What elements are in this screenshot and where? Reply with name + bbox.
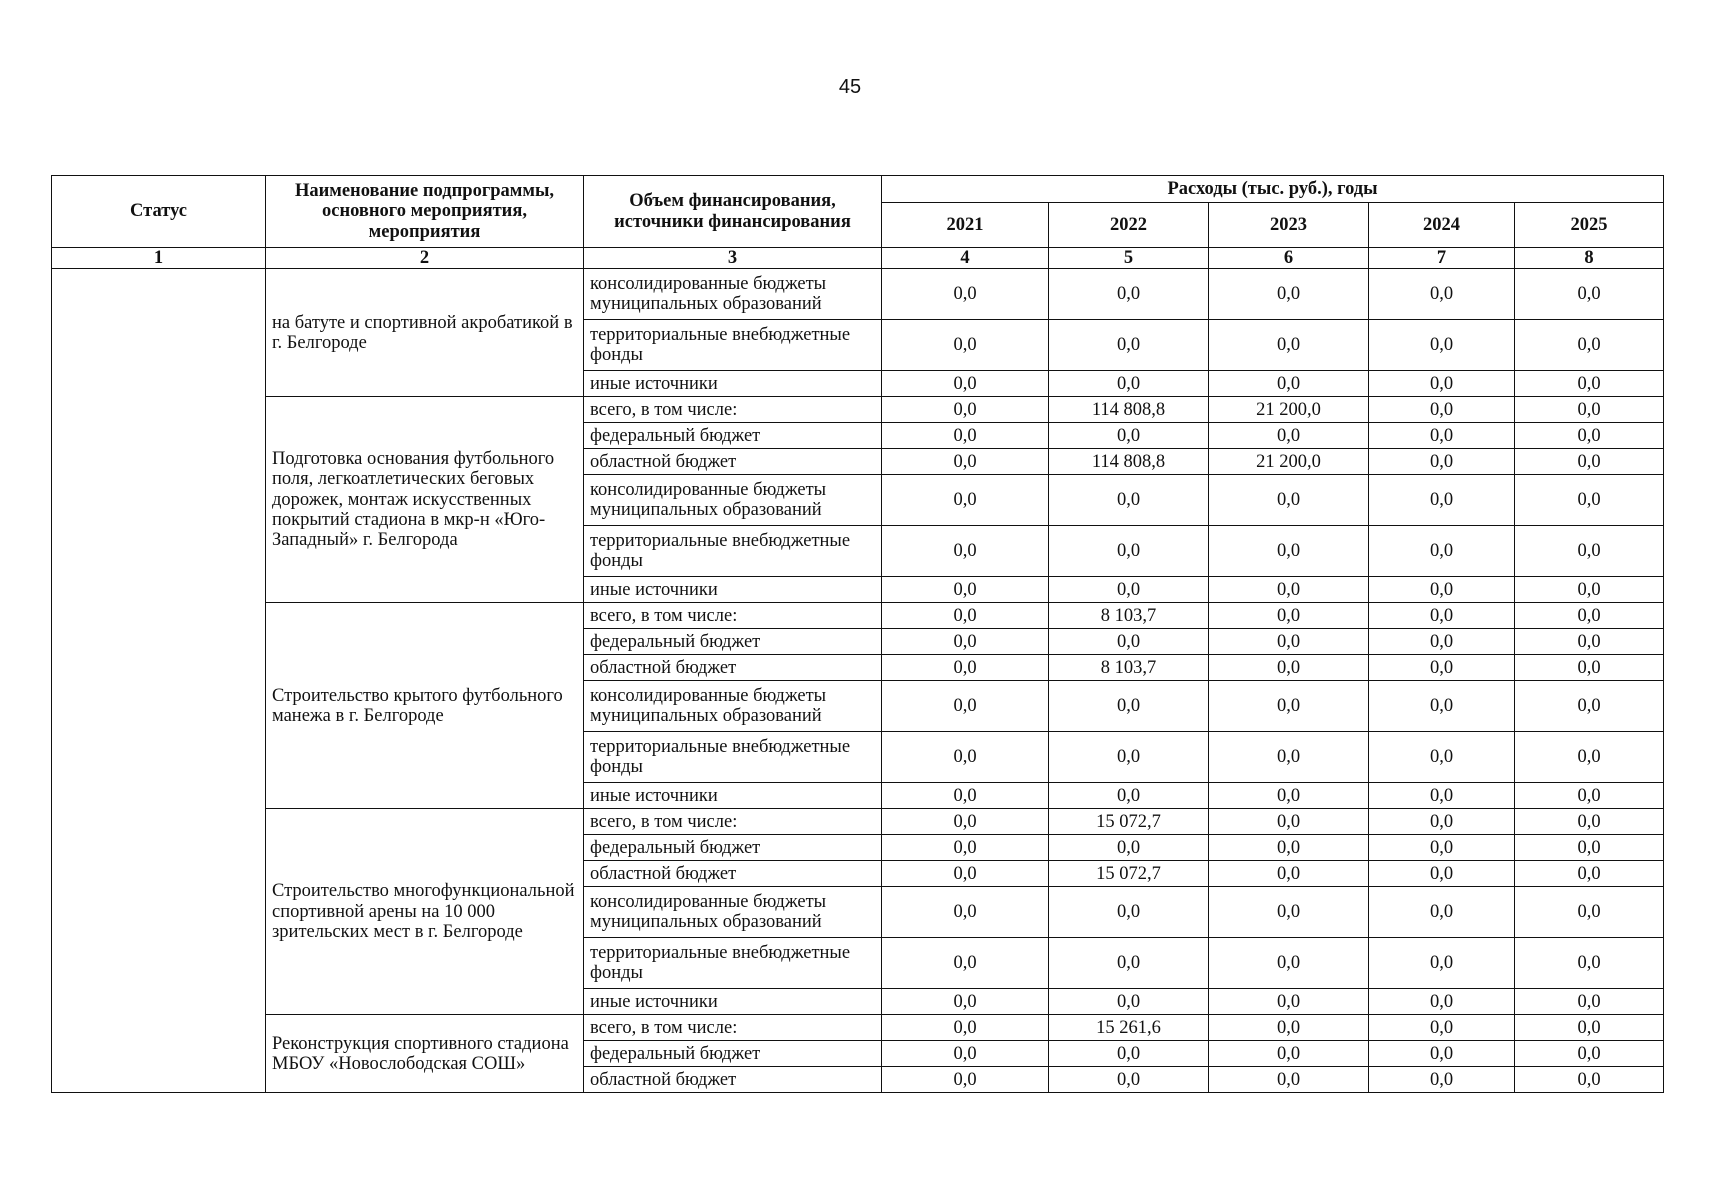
value-cell: 0,0 bbox=[1049, 887, 1209, 938]
value-cell: 0,0 bbox=[1049, 989, 1209, 1015]
value-cell: 0,0 bbox=[1209, 938, 1369, 989]
value-cell: 0,0 bbox=[882, 1041, 1049, 1067]
funding-source: консолидированные бюджеты муниципальных образований bbox=[584, 887, 882, 938]
status-cell bbox=[52, 269, 266, 1093]
value-cell: 114 808,8 bbox=[1049, 397, 1209, 423]
column-number: 8 bbox=[1515, 248, 1664, 269]
value-cell: 0,0 bbox=[1209, 989, 1369, 1015]
value-cell: 0,0 bbox=[1049, 1067, 1209, 1093]
funding-source: всего, в том числе: bbox=[584, 1015, 882, 1041]
value-cell: 0,0 bbox=[1369, 887, 1515, 938]
value-cell: 0,0 bbox=[882, 603, 1049, 629]
header-year: 2025 bbox=[1515, 203, 1664, 248]
value-cell: 0,0 bbox=[1209, 526, 1369, 577]
table-row bbox=[52, 397, 1664, 423]
value-cell: 0,0 bbox=[1369, 809, 1515, 835]
value-cell: 0,0 bbox=[1369, 269, 1515, 320]
table-row bbox=[52, 809, 1664, 835]
value-cell: 0,0 bbox=[1049, 681, 1209, 732]
funding-source: федеральный бюджет bbox=[584, 1041, 882, 1067]
event-name: на батуте и спортивной акробатикой в г. Белгороде bbox=[266, 269, 584, 397]
value-cell: 0,0 bbox=[1369, 603, 1515, 629]
value-cell: 0,0 bbox=[1515, 887, 1664, 938]
value-cell: 0,0 bbox=[1369, 397, 1515, 423]
value-cell: 0,0 bbox=[1209, 629, 1369, 655]
page-number: 45 bbox=[838, 76, 862, 98]
value-cell: 0,0 bbox=[1049, 526, 1209, 577]
header-name: Наименование подпрограммы, основного мероприятия, мероприятия bbox=[266, 176, 584, 248]
value-cell: 21 200,0 bbox=[1209, 449, 1369, 475]
value-cell: 0,0 bbox=[1515, 371, 1664, 397]
funding-source: иные источники bbox=[584, 783, 882, 809]
value-cell: 0,0 bbox=[1515, 603, 1664, 629]
value-cell: 0,0 bbox=[882, 1067, 1049, 1093]
value-cell: 0,0 bbox=[1515, 423, 1664, 449]
value-cell: 0,0 bbox=[1209, 1041, 1369, 1067]
value-cell: 0,0 bbox=[882, 809, 1049, 835]
value-cell: 0,0 bbox=[1209, 603, 1369, 629]
event-name: Подготовка основания футбольного поля, легкоатлетических беговых дорожек, монтаж искусственных покрытий стадиона в мкр-н «Юго-Западный» г. Белгорода bbox=[266, 397, 584, 603]
value-cell: 0,0 bbox=[882, 835, 1049, 861]
column-number: 3 bbox=[584, 248, 882, 269]
value-cell: 0,0 bbox=[882, 475, 1049, 526]
value-cell: 0,0 bbox=[1515, 475, 1664, 526]
value-cell: 0,0 bbox=[1369, 655, 1515, 681]
value-cell: 0,0 bbox=[882, 397, 1049, 423]
value-cell: 0,0 bbox=[882, 732, 1049, 783]
value-cell: 0,0 bbox=[1209, 732, 1369, 783]
value-cell: 0,0 bbox=[1515, 629, 1664, 655]
value-cell: 0,0 bbox=[1369, 861, 1515, 887]
value-cell: 0,0 bbox=[1369, 423, 1515, 449]
value-cell: 0,0 bbox=[1515, 681, 1664, 732]
value-cell: 0,0 bbox=[882, 655, 1049, 681]
value-cell: 0,0 bbox=[1049, 475, 1209, 526]
header-volume: Объем финансирования, источники финансирования bbox=[584, 176, 882, 248]
value-cell: 0,0 bbox=[882, 371, 1049, 397]
funding-source: всего, в том числе: bbox=[584, 809, 882, 835]
value-cell: 0,0 bbox=[1369, 449, 1515, 475]
value-cell: 0,0 bbox=[1515, 938, 1664, 989]
value-cell: 0,0 bbox=[1049, 732, 1209, 783]
value-cell: 0,0 bbox=[1369, 938, 1515, 989]
value-cell: 0,0 bbox=[1369, 1067, 1515, 1093]
value-cell: 0,0 bbox=[882, 783, 1049, 809]
value-cell: 0,0 bbox=[1209, 269, 1369, 320]
funding-source: федеральный бюджет bbox=[584, 835, 882, 861]
value-cell: 0,0 bbox=[1369, 526, 1515, 577]
table-row bbox=[52, 1015, 1664, 1041]
value-cell: 0,0 bbox=[1369, 1041, 1515, 1067]
value-cell: 0,0 bbox=[1515, 783, 1664, 809]
value-cell: 0,0 bbox=[1049, 577, 1209, 603]
value-cell: 0,0 bbox=[882, 449, 1049, 475]
value-cell: 0,0 bbox=[1049, 320, 1209, 371]
funding-source: территориальные внебюджетные фонды bbox=[584, 526, 882, 577]
table-row bbox=[52, 603, 1664, 629]
value-cell: 0,0 bbox=[1515, 989, 1664, 1015]
value-cell: 0,0 bbox=[1049, 371, 1209, 397]
value-cell: 0,0 bbox=[882, 269, 1049, 320]
value-cell: 0,0 bbox=[1209, 423, 1369, 449]
event-name: Строительство крытого футбольного манежа в г. Белгороде bbox=[266, 603, 584, 809]
column-number: 6 bbox=[1209, 248, 1369, 269]
value-cell: 0,0 bbox=[1369, 1015, 1515, 1041]
value-cell: 0,0 bbox=[1209, 861, 1369, 887]
value-cell: 0,0 bbox=[882, 423, 1049, 449]
column-number: 7 bbox=[1369, 248, 1515, 269]
funding-source: всего, в том числе: bbox=[584, 397, 882, 423]
funding-source: областной бюджет bbox=[584, 1067, 882, 1093]
funding-source: территориальные внебюджетные фонды bbox=[584, 938, 882, 989]
value-cell: 0,0 bbox=[1369, 989, 1515, 1015]
value-cell: 0,0 bbox=[882, 577, 1049, 603]
value-cell: 0,0 bbox=[1049, 783, 1209, 809]
column-number: 2 bbox=[266, 248, 584, 269]
header-status: Статус bbox=[52, 176, 266, 248]
value-cell: 0,0 bbox=[882, 681, 1049, 732]
value-cell: 0,0 bbox=[1209, 835, 1369, 861]
value-cell: 0,0 bbox=[1209, 1067, 1369, 1093]
funding-source: иные источники bbox=[584, 577, 882, 603]
funding-source: областной бюджет bbox=[584, 861, 882, 887]
value-cell: 0,0 bbox=[1515, 320, 1664, 371]
column-number: 1 bbox=[52, 248, 266, 269]
value-cell: 0,0 bbox=[1515, 449, 1664, 475]
value-cell: 15 072,7 bbox=[1049, 861, 1209, 887]
value-cell: 0,0 bbox=[1049, 629, 1209, 655]
value-cell: 0,0 bbox=[1369, 475, 1515, 526]
value-cell: 15 072,7 bbox=[1049, 809, 1209, 835]
value-cell: 0,0 bbox=[882, 861, 1049, 887]
column-number: 5 bbox=[1049, 248, 1209, 269]
value-cell: 0,0 bbox=[1369, 371, 1515, 397]
value-cell: 0,0 bbox=[1209, 783, 1369, 809]
funding-source: территориальные внебюджетные фонды bbox=[584, 320, 882, 371]
value-cell: 0,0 bbox=[1209, 320, 1369, 371]
funding-source: консолидированные бюджеты муниципальных образований bbox=[584, 269, 882, 320]
value-cell: 0,0 bbox=[1209, 809, 1369, 835]
value-cell: 0,0 bbox=[1515, 577, 1664, 603]
value-cell: 0,0 bbox=[1369, 783, 1515, 809]
event-name: Строительство многофункциональной спортивной арены на 10 000 зрительских мест в г. Белгороде bbox=[266, 809, 584, 1015]
funding-source: консолидированные бюджеты муниципальных образований bbox=[584, 681, 882, 732]
value-cell: 0,0 bbox=[1515, 526, 1664, 577]
value-cell: 0,0 bbox=[1515, 1015, 1664, 1041]
funding-source: консолидированные бюджеты муниципальных образований bbox=[584, 475, 882, 526]
value-cell: 0,0 bbox=[1369, 835, 1515, 861]
funding-source: федеральный бюджет bbox=[584, 629, 882, 655]
value-cell: 0,0 bbox=[1515, 732, 1664, 783]
funding-source: федеральный бюджет bbox=[584, 423, 882, 449]
value-cell: 0,0 bbox=[1515, 1067, 1664, 1093]
value-cell: 0,0 bbox=[1049, 938, 1209, 989]
funding-source: всего, в том числе: bbox=[584, 603, 882, 629]
value-cell: 0,0 bbox=[1049, 423, 1209, 449]
value-cell: 0,0 bbox=[1515, 809, 1664, 835]
value-cell: 0,0 bbox=[1209, 887, 1369, 938]
value-cell: 0,0 bbox=[1049, 269, 1209, 320]
table-row bbox=[52, 269, 1664, 320]
value-cell: 0,0 bbox=[882, 887, 1049, 938]
funding-source: иные источники bbox=[584, 371, 882, 397]
value-cell: 0,0 bbox=[1049, 1041, 1209, 1067]
header-expenses: Расходы (тыс. руб.), годы bbox=[882, 176, 1664, 203]
value-cell: 0,0 bbox=[1209, 577, 1369, 603]
value-cell: 0,0 bbox=[1209, 1015, 1369, 1041]
funding-source: областной бюджет bbox=[584, 449, 882, 475]
value-cell: 0,0 bbox=[882, 320, 1049, 371]
funding-source: территориальные внебюджетные фонды bbox=[584, 732, 882, 783]
value-cell: 0,0 bbox=[882, 629, 1049, 655]
value-cell: 0,0 bbox=[1209, 681, 1369, 732]
value-cell: 0,0 bbox=[1515, 1041, 1664, 1067]
financing-table bbox=[51, 175, 1664, 1093]
value-cell: 0,0 bbox=[1515, 835, 1664, 861]
value-cell: 0,0 bbox=[1515, 397, 1664, 423]
header-year: 2021 bbox=[882, 203, 1049, 248]
funding-source: иные источники bbox=[584, 989, 882, 1015]
event-name: Реконструкция спортивного стадиона МБОУ «Новослободская СОШ» bbox=[266, 1015, 584, 1093]
value-cell: 114 808,8 bbox=[1049, 449, 1209, 475]
value-cell: 0,0 bbox=[882, 526, 1049, 577]
column-number: 4 bbox=[882, 248, 1049, 269]
value-cell: 8 103,7 bbox=[1049, 603, 1209, 629]
value-cell: 0,0 bbox=[1369, 320, 1515, 371]
value-cell: 0,0 bbox=[882, 1015, 1049, 1041]
value-cell: 0,0 bbox=[882, 989, 1049, 1015]
value-cell: 0,0 bbox=[1209, 371, 1369, 397]
value-cell: 8 103,7 bbox=[1049, 655, 1209, 681]
funding-source: областной бюджет bbox=[584, 655, 882, 681]
value-cell: 0,0 bbox=[882, 938, 1049, 989]
header-year: 2022 bbox=[1049, 203, 1209, 248]
value-cell: 0,0 bbox=[1209, 475, 1369, 526]
value-cell: 0,0 bbox=[1515, 655, 1664, 681]
value-cell: 0,0 bbox=[1369, 681, 1515, 732]
value-cell: 21 200,0 bbox=[1209, 397, 1369, 423]
value-cell: 0,0 bbox=[1515, 269, 1664, 320]
value-cell: 0,0 bbox=[1049, 835, 1209, 861]
header-year: 2024 bbox=[1369, 203, 1515, 248]
value-cell: 0,0 bbox=[1515, 861, 1664, 887]
value-cell: 0,0 bbox=[1369, 732, 1515, 783]
value-cell: 0,0 bbox=[1369, 577, 1515, 603]
value-cell: 0,0 bbox=[1369, 629, 1515, 655]
value-cell: 0,0 bbox=[1209, 655, 1369, 681]
header-year: 2023 bbox=[1209, 203, 1369, 248]
value-cell: 15 261,6 bbox=[1049, 1015, 1209, 1041]
